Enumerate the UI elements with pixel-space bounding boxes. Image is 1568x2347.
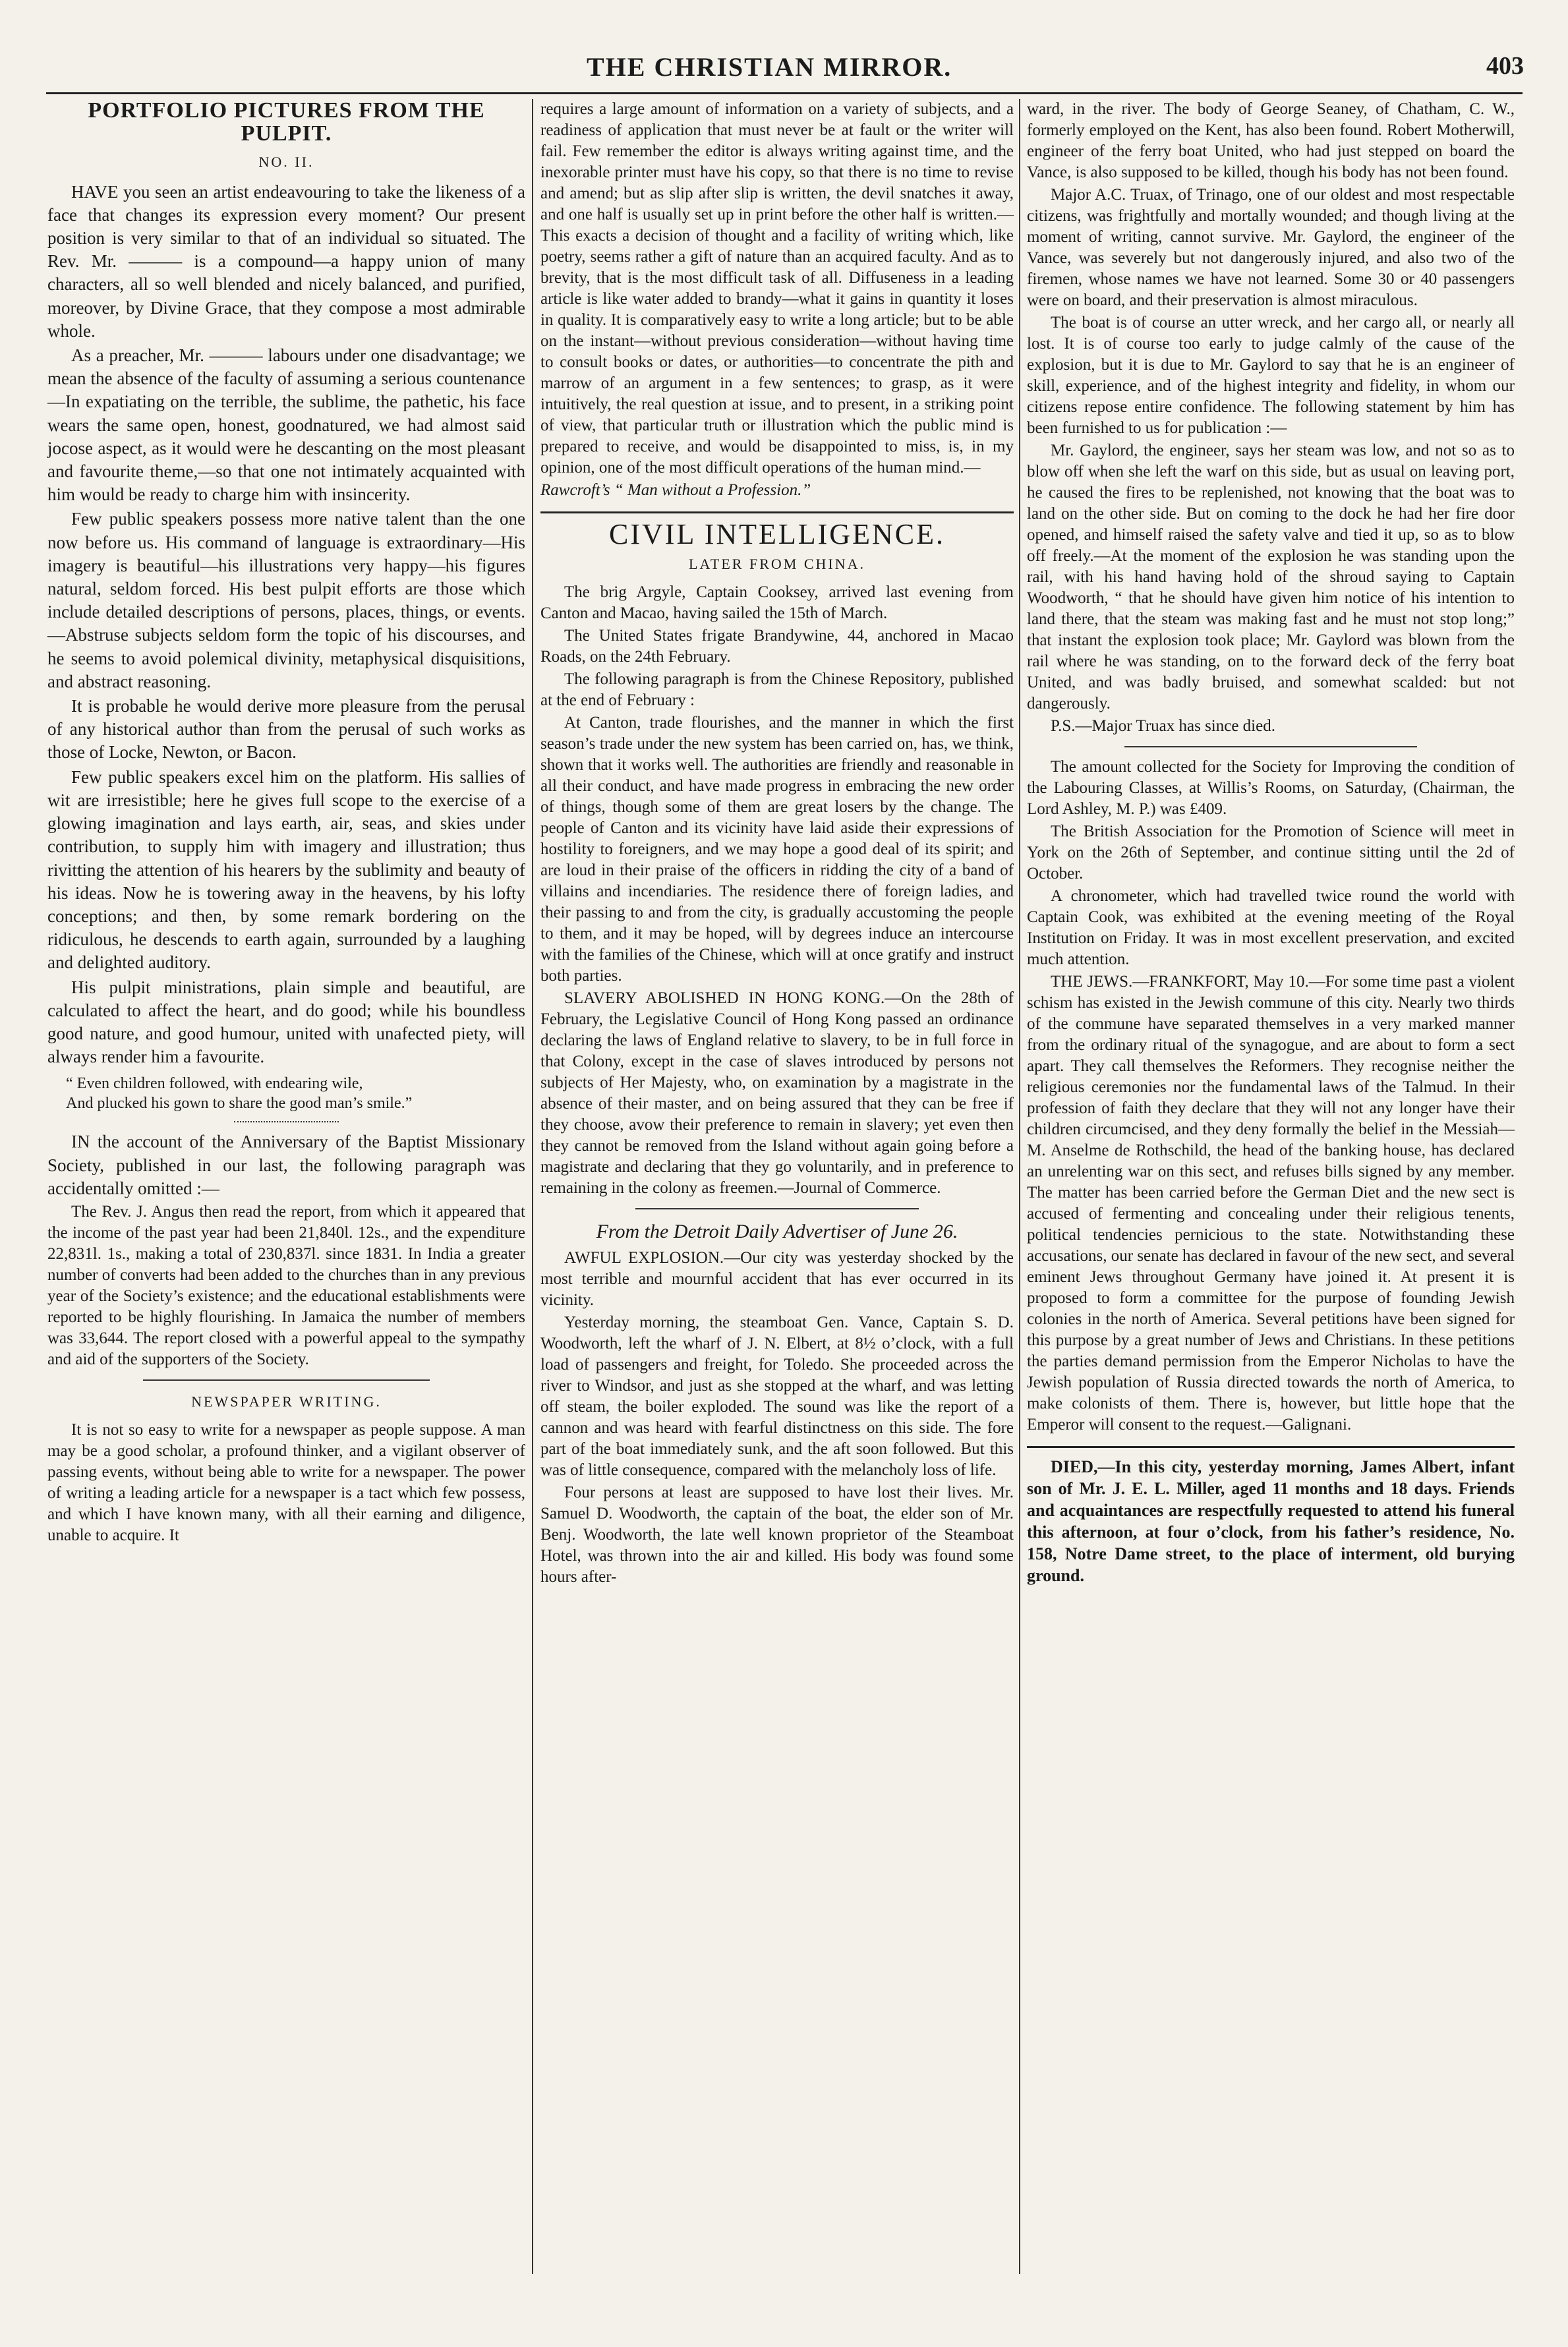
section-heading: CIVIL INTELLIGENCE. [609, 518, 945, 550]
paragraph: HAVE you seen an artist endeavouring to take the likeness of a face that changes its expression every moment? Our present position is very similar to that of an individual so situated. The Rev. Mr. ——— is a compound—a happy union of many characters, all so well blended and nicely balanced, and purified, moreover, by Divine Grace, that they compose a most admirable whole. [47, 181, 525, 341]
header-rule [46, 92, 1523, 94]
column-3 [1027, 99, 1515, 1588]
separator [234, 1121, 339, 1122]
paragraph: SLAVERY ABOLISHED IN HONG KONG.—On the 28th of February, the Legislative Council of Hong Kong passed an ordinance declaring the laws of England relative to slavery, to be in full force in that Colony, except in the case of slaves introduced by persons not subjects of Her Majesty, who, on examination by a magistrate in the absence of their master, and on being assured that they can be free if they choose, avow their preference to remain in slavery; yet even then they cannot be removed from the Island without again going before a magistrate and declaring that they go voluntarily, and in preference to remaining in the colony as freemen.—Journal of Commerce. [540, 989, 1014, 1198]
article-number: NO. II. [258, 154, 314, 171]
column-2 [540, 99, 1014, 1589]
paragraph: THE JEWS.—FRANKFORT, May 10.—For some time past a violent schism has existed in the Jewish commune of this city. Nearly two thirds of the commune have separated themselves in a very marked manner from the ordinary ritual of the synagogue, and are about to form a sect apart. They call themselves the Reformers. They recognise neither the religious ceremonies nor the fundamental laws of the Talmud. In their profession of faith they declare that they will not any longer have their children circumcised, and they deny formally the belief in the Messiah—M. Anselme de Rothschild, the head of the banking house, has declared an unrelenting war on this sect, and refuses bills signed by any member. The matter has been carried before the German Diet and the new sect is accused of fermenting and concealing under their religious tenents, political tendencies pernicious to the state. Notwithstanding these accusations, our senate has declared in favour of the new sect, and several eminent Jews throughout Germany have joined it. At present it is proposed to form a committee for the purpose of founding Jewish colonies in the north of America. Several petitions have been signed for this purpose by a great number of Jews and Christians. In these petitions the parties demand permission from the Emperor Nicholas to have the Jewish population of Russia directed towards the north of America, to make colonists of them. There is, however, but little hope that the Emperor will consent to the request.—Galignani. [1027, 973, 1515, 1434]
paragraph: The boat is of course an utter wreck, and her cargo all, or nearly all lost. It is of course too early to judge calmly of the cause of the explosion, but it is due to Mr. Gaylord to say that he is an engineer of skill, experience, and of the highest integrity and fidelity, in whom our citizens repose entire confidence. The following statement by him has been furnished to us for publication :— [1027, 314, 1515, 437]
paragraph: The United States frigate Brandywine, 44, anchored in Macao Roads, on the 24th February. [540, 627, 1014, 666]
paragraph: IN the account of the Anniversary of the Baptist Missionary Society, published in our last, the following paragraph was accidentally omitted :— [47, 1132, 525, 1198]
paragraph: The Rev. J. Angus then read the report, from which it appeared that the income of the past year had been 21,840l. 12s., and the expenditure 22,831l. 1s., making a total of 230,837l. since 1831. In India a greater number of converts had been added to the churches than in any previous year of the Society’s existence; and the educational establishments were reported to be highly flourishing. In Jamaica the number of members was 33,644. The report closed with a powerful appeal to the sympathy and aid of the supporters of the Society. [47, 1202, 525, 1368]
article-source: Rawcroft’s “ Man without a Profession.” [540, 481, 811, 499]
paragraph: A chronometer, which had travelled twice round the world with Captain Cook, was exhibited at the evening meeting of the Royal Institution on Friday. It was in most excellent preservation, and excited much attention. [1027, 887, 1515, 968]
column-1 [47, 99, 525, 1548]
separator [635, 1208, 919, 1209]
separator [143, 1379, 430, 1381]
paragraph: Few public speakers possess more native talent than the one now before us. His command of language is extraordinary—His imagery is beautiful—his illustrations very happy—his figures natural, seldom forced. His best pulpit efforts are those which include detailed descriptions of persons, places, things, or events.—Abstruse subjects seldom form the topic of his discourses, and he seems to avoid polemical divinity, metaphysical disquisitions, and abstract reasoning. [47, 509, 525, 691]
verse-line: “ Even children followed, with endearing wile, [66, 1075, 363, 1093]
separator [1027, 1446, 1515, 1448]
article-heading: LATER FROM CHINA. [689, 556, 865, 573]
paragraph: requires a large amount of information on a variety of subjects, and a readiness of application that must never be at fault or the writer will fail. Few remember the editor is always writing against time, and the inexorable printer must have his copy, so that there is no time to revise and amend; but as slip after slip is written, the devil snatches it away, and one half is usually set up in print before the other half is written.—This exacts a decision of thought and a facility of writing which, like poetry, seems rather a gift of nature than an acquired faculty. And as to brevity, that is the most difficult task of all. Diffuseness in a leading article is like water added to brandy—what it gains in quantity it loses in quality. It is comparatively easy to write a long article; but to be able on the instant—without previous consideration—without having time to consult books or dates, or authorities—to concentrate the pith and marrow of an argument in a few sentences; to grasp, as it were intuitively, the real question at issue, and to present, in a striking point of view, that particular truth or illustration which the public mind is prepared to receive, and would be disappointed to miss, is, in my opinion, one of the most difficult operations of the human mind.— [540, 100, 1014, 477]
paragraph: Few public speakers excel him on the platform. His sallies of wit are irresistible; here he gives full scope to the exercise of a glowing imagination and lays earth, air, seas, and skies under contribution, to supply him with imagery and illustration; thus rivitting the attention of his hearers by the sublimity and beauty of his ideas. Now he is towering away in the heavens, by his lofty conceptions; and then, by some remark bordering on the ridiculous, he descends to earth again, surrounded by a laughing and delighted auditory. [47, 767, 525, 973]
running-head [0, 51, 1568, 84]
column-divider [1019, 99, 1020, 2274]
paragraph: Four persons at least are supposed to have lost their lives. Mr. Samuel D. Woodworth, the captain of the boat, the elder son of Mr. Benj. Woodworth, the late well known proprietor of the Steamboat Hotel, was thrown into the air and killed. His body was found some hours after- [540, 1483, 1014, 1586]
separator [540, 511, 1014, 513]
paragraph: The amount collected for the Society for Improving the condition of the Labouring Classes, at Willis’s Rooms, on Saturday, (Chairman, the Lord Ashley, M. P.) was £409. [1027, 758, 1515, 818]
paragraph: ward, in the river. The body of George Seaney, of Chatham, C. W., formerly employed on the Kent, has also been found. Robert Motherwill, engineer of the ferry boat United, who had just stepped on board the Vance, is also supposed to be killed, though his body has not been found. [1027, 100, 1515, 181]
verse-line: And plucked his gown to share the good man’s smile.” [66, 1095, 413, 1113]
paragraph: It is probable he would derive more pleasure from the perusal of any historical author than from the perusal of such works as those of Locke, Newton, or Bacon. [47, 696, 525, 763]
separator [1124, 746, 1417, 747]
paragraph: At Canton, trade flourishes, and the manner in which the first season’s trade under the new system has been carried on, has, we think, shown that it works well. The authorities are friendly and reasonable in all their conduct, and have made progress in embracing the new order of things, though some of them are great losers by the change. The people of Canton and its vicinity have laid aside their expressions of hostility to foreigners, and we may hope a good deal of its spirit; and are loud in their praise of the officers in ridding the city of a band of villains and incendiaries. The residence there of foreign ladies, and their passing to and from the city, is gradually accustoming the people to them, and it may be hoped, will by degrees induce an intercourse with the families of the Chinese, which will at once gratify and instruct both parties. [540, 714, 1014, 985]
paragraph: The brig Argyle, Captain Cooksey, arrived last evening from Canton and Macao, having sailed the 15th of March. [540, 583, 1014, 623]
paragraph: As a preacher, Mr. ——— labours under one disadvantage; we mean the absence of the faculty of assuming a serious countenance—In expatiating on the terrible, the sublime, the pathetic, his face wears the same open, honest, goodnatured, we had almost said jocose aspect, as it would were he descanting on the most pleasant and favourite theme,—so that one not intimately acquainted with him would be ready to charge him with insincerity. [47, 345, 525, 505]
paragraph: Mr. Gaylord, the engineer, says her steam was low, and not so as to blow off when she left the warf on this side, but as usual on leaving port, he caused the fires to be replenished, not knowing that the boat was to land on the other side. But on coming to the dock he had her fire door opened, and himself raised the safety valve and tied it up, so as to blow off freely.—At the moment of the explosion he was standing upon the rail, with his hand having hold of the shroud saying to Captain Woodworth, “ that he should have given him notice of his intention to land there, that the steam was making fast and he must not stop long;” that instant the explosion took place; Mr. Gaylord was blown from the rail where he was standing, on to the forward deck of the ferry boat United, and was badly bruised, and somewhat scalded: but not dangerously. [1027, 442, 1515, 712]
paragraph: His pulpit ministrations, plain simple and beautiful, are calculated to affect the heart, and do good; while his boundless good nature, and good humour, united with unafected piety, will always render him a favourite. [47, 977, 525, 1067]
column-divider [532, 99, 533, 2274]
article-heading: NEWSPAPER WRITING. [191, 1393, 382, 1410]
page-title: THE CHRISTIAN MIRROR. [587, 52, 952, 82]
article-heading: From the Detroit Daily Advertiser of June 26. [596, 1221, 958, 1243]
paragraph: AWFUL EXPLOSION.—Our city was yesterday shocked by the most terrible and mournful accident that has ever occurred in its vicinity. [540, 1248, 1014, 1309]
paragraph: The British Association for the Promotion of Science will meet in York on the 26th of September, and continue sitting until the 2d of October. [1027, 823, 1515, 883]
paragraph: It is not so easy to write for a newspaper as people suppose. A man may be a good scholar, a profound thinker, and a vigilant observer of passing events, without being able to write for a newspaper. The power of writing a leading article for a newspaper is a tact which few possess, and which I have known many, with all their earning and diligence, unable to acquire. It [47, 1421, 525, 1545]
article-heading: PORTFOLIO PICTURES FROM THE PULPIT. [88, 98, 485, 146]
paragraph: Major A.C. Truax, of Trinago, one of our oldest and most respectable citizens, was frightfully and mortally wounded; and though living at the moment of writing, cannot survive. Mr. Gaylord, the engineer of the Vance, was severely but not dangerously injured, and also two of the firemen, whose names we have not learned. Some 30 or 40 passengers were on board, and their preservation is almost miraculous. [1027, 186, 1515, 309]
page-number: 403 [1486, 52, 1524, 80]
paragraph: P.S.—Major Truax has since died. [1051, 717, 1275, 735]
paragraph: Yesterday morning, the steamboat Gen. Vance, Captain S. D. Woodworth, left the wharf of J. N. Elbert, at 8½ o’clock, with a full load of passengers and freight, for Toledo. She proceeded across the river to Windsor, and just as she stopped at the wharf, and was letting off steam, the boiler exploded. The sound was like the report of a cannon and was heard with fearful distinctness on this side. The fore part of the boat immediately sunk, and the aft soon followed. But this was of little consequence, compared with the melancholy loss of life. [540, 1313, 1014, 1479]
death-notice: DIED,—In this city, yesterday morning, James Albert, infant son of Mr. J. E. L. Miller, aged 11 months and 18 days. Friends and acquaintances are respectfully requested to attend his funeral this afternoon, at four o’clock, from his father’s residence, No. 158, Notre Dame street, to the place of interment, old burying ground. [1027, 1457, 1515, 1585]
paragraph: The following paragraph is from the Chinese Repository, published at the end of February : [540, 670, 1014, 710]
